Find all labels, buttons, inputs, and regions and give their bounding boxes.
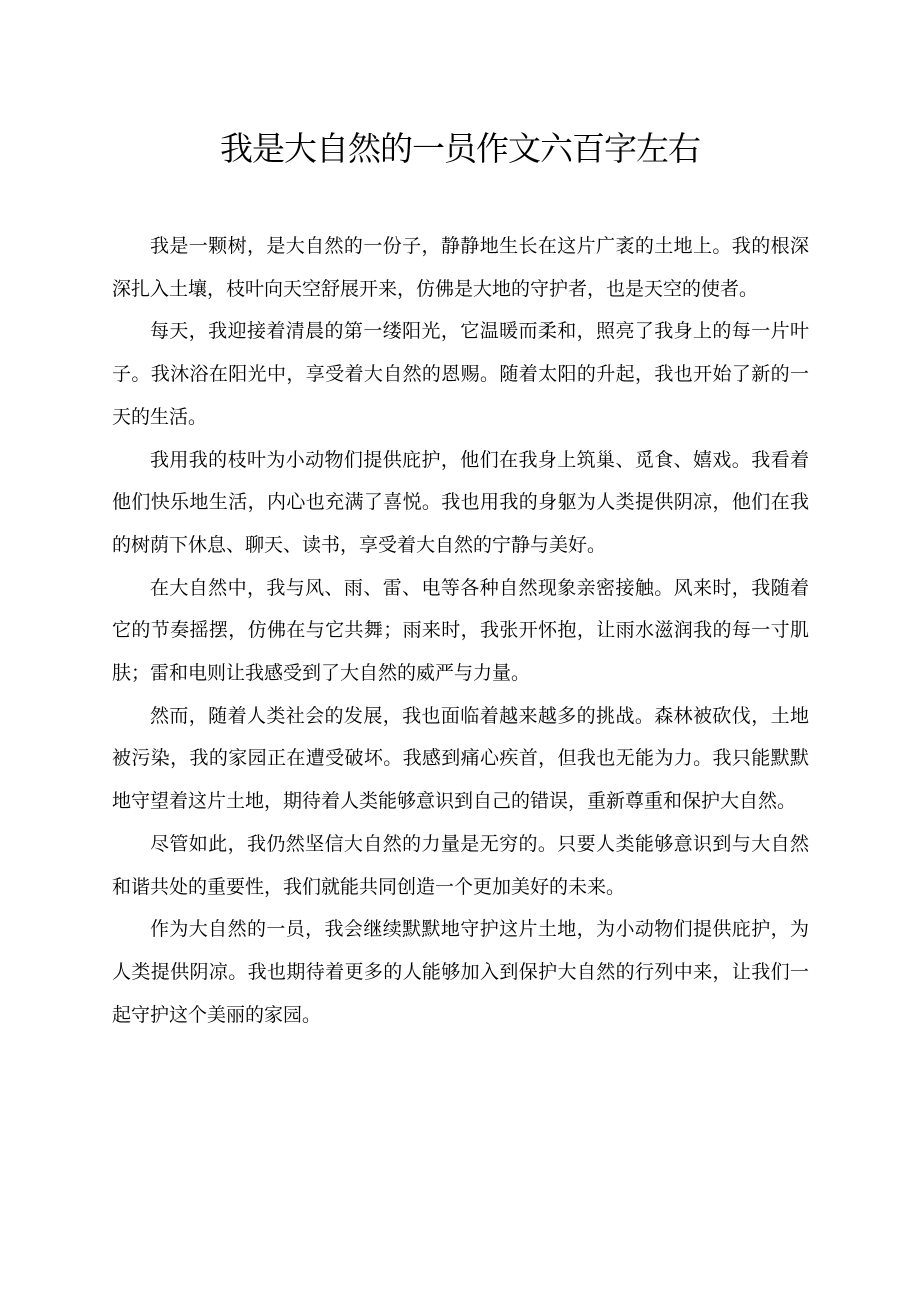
paragraph: 作为大自然的一员，我会继续默默地守护这片土地，为小动物们提供庇护，为人类提供阴凉。我也期待着更多的人能够加入到保护大自然的行列中来，让我们一起守护这个美丽的家园。 [112,918,809,1026]
paragraph: 尽管如此，我仍然坚信大自然的力量是无穷的。只要人类能够意识到与大自然和谐共处的重要性，我们就能共同创造一个更加美好的未来。 [112,832,809,898]
paragraph: 在大自然中，我与风、雨、雷、电等各种自然现象亲密接触。风来时，我随着它的节奏摇摆，仿佛在与它共舞；雨来时，我张开怀抱，让雨水滋润我的每一寸肌肤；雷和电则让我感受到了大自然的威严与力量。 [112,576,809,685]
document-title: 我是大自然的一员作文六百字左右 [220,129,700,168]
paragraph: 然而，随着人类社会的发展，我也面临着越来越多的挑战。森林被砍伐，土地被污染，我的家园正在遭受破坏。我感到痛心疾首，但我也无能为力。我只能默默地守望着这片土地，期待着人类能够意识到自己的错误，重新尊重和保护大自然。 [112,704,809,813]
paragraph: 我用我的枝叶为小动物们提供庇护，他们在我身上筑巢、觅食、嬉戏。我看着他们快乐地生活，内心也充满了喜悦。我也用我的身躯为人类提供阴凉，他们在我的树荫下休息、聊天、读书，享受着大自然的宁静与美好。 [112,448,809,556]
paragraph: 我是一颗树，是大自然的一份子，静静地生长在这片广袤的土地上。我的根深深扎入土壤，枝叶向天空舒展开来，仿佛是大地的守护者，也是天空的使者。 [112,235,809,300]
document-body [112,225,809,1036]
paragraph: 每天，我迎接着清晨的第一缕阳光，它温暖而柔和，照亮了我身上的每一片叶子。我沐浴在阳光中，享受着大自然的恩赐。随着太阳的升起，我也开始了新的一天的生活。 [112,320,809,428]
